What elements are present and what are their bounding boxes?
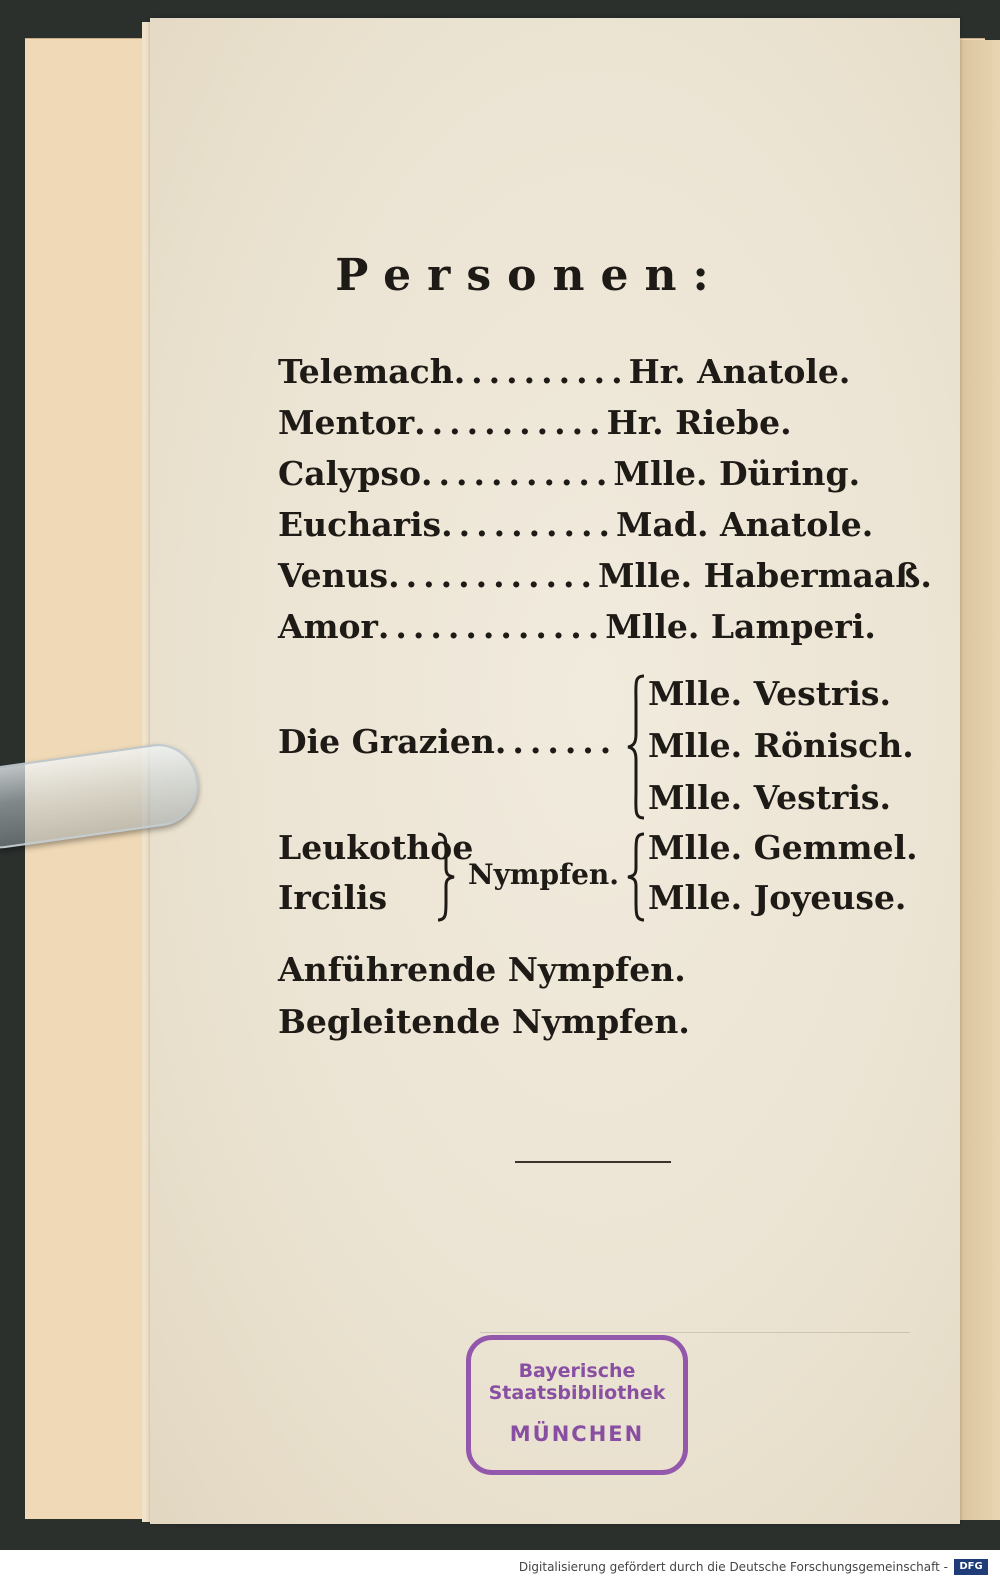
- dot-leader: ............: [388, 556, 599, 595]
- cast-role: Die Grazien: [278, 722, 495, 761]
- cast-role: Mentor: [278, 403, 415, 442]
- grazien-actor: Mlle. Vestris.: [648, 778, 891, 817]
- cast-row: [278, 403, 958, 454]
- grazien-actor: Mlle. Vestris.: [648, 674, 891, 713]
- footer-bar: [0, 1550, 1000, 1595]
- grazien-group: [278, 670, 958, 820]
- cast-role: Leukothoe: [278, 828, 474, 867]
- nymphen-label: Nympfen.: [468, 858, 620, 891]
- dot-leader: ...........: [421, 454, 614, 493]
- extras-list: [278, 950, 690, 1054]
- footer-credit: Digitalisierung gefördert durch die Deutsche Forschungsgemeinschaft -: [518, 1560, 948, 1574]
- cast-role: Eucharis: [278, 505, 442, 544]
- left-brace-icon: [626, 674, 648, 820]
- cast-row: [278, 607, 958, 658]
- grazien-role: [278, 722, 617, 761]
- page-heading: Personen:: [335, 250, 725, 301]
- cast-row: [278, 352, 958, 403]
- cast-role: Amor: [278, 607, 378, 646]
- right-brace-icon: [436, 832, 456, 922]
- grazien-actor: Mlle. Rönisch.: [648, 726, 914, 765]
- stamp-line: MÜNCHEN: [509, 1422, 645, 1446]
- stamp-line: Staatsbibliothek: [488, 1382, 666, 1404]
- stamp-line: Bayerische: [518, 1360, 636, 1382]
- dfg-logo-icon: DFG: [954, 1559, 988, 1575]
- nymphen-actor: Mlle. Joyeuse.: [648, 878, 907, 917]
- dot-leader: ..........: [453, 352, 629, 391]
- cast-actor: Hr. Anatole.: [628, 352, 851, 391]
- closing-rule: [515, 1161, 671, 1163]
- nymphen-group: [278, 828, 958, 928]
- extra-line: Anführende Nympfen.: [278, 950, 686, 989]
- cast-list: [278, 352, 958, 658]
- dot-leader: .......: [494, 722, 618, 761]
- dot-leader: ...........: [414, 403, 607, 442]
- cast-role: Venus: [278, 556, 389, 595]
- library-stamp: [466, 1335, 688, 1475]
- next-page-edge: [958, 40, 1000, 1520]
- dot-leader: ..........: [441, 505, 617, 544]
- cast-role: Telemach: [278, 352, 454, 391]
- cast-actor: Mlle. Lamperi.: [605, 607, 876, 646]
- cast-actor: Mad. Anatole.: [616, 505, 874, 544]
- nymphen-actor: Mlle. Gemmel.: [648, 828, 918, 867]
- cast-row: [278, 556, 958, 607]
- cast-role: Ircilis: [278, 878, 388, 917]
- dot-leader: .............: [377, 607, 606, 646]
- cast-actor: Hr. Riebe.: [606, 403, 792, 442]
- cast-actor: Mlle. Habermaaß.: [598, 556, 932, 595]
- cast-row: [278, 505, 958, 556]
- bleed-through-rule: [480, 1332, 910, 1333]
- left-brace-icon: [626, 832, 646, 922]
- cast-role: Calypso: [278, 454, 422, 493]
- extra-line: Begleitende Nympfen.: [278, 1002, 690, 1041]
- cast-row: [278, 454, 958, 505]
- cast-actor: Mlle. Düring.: [613, 454, 861, 493]
